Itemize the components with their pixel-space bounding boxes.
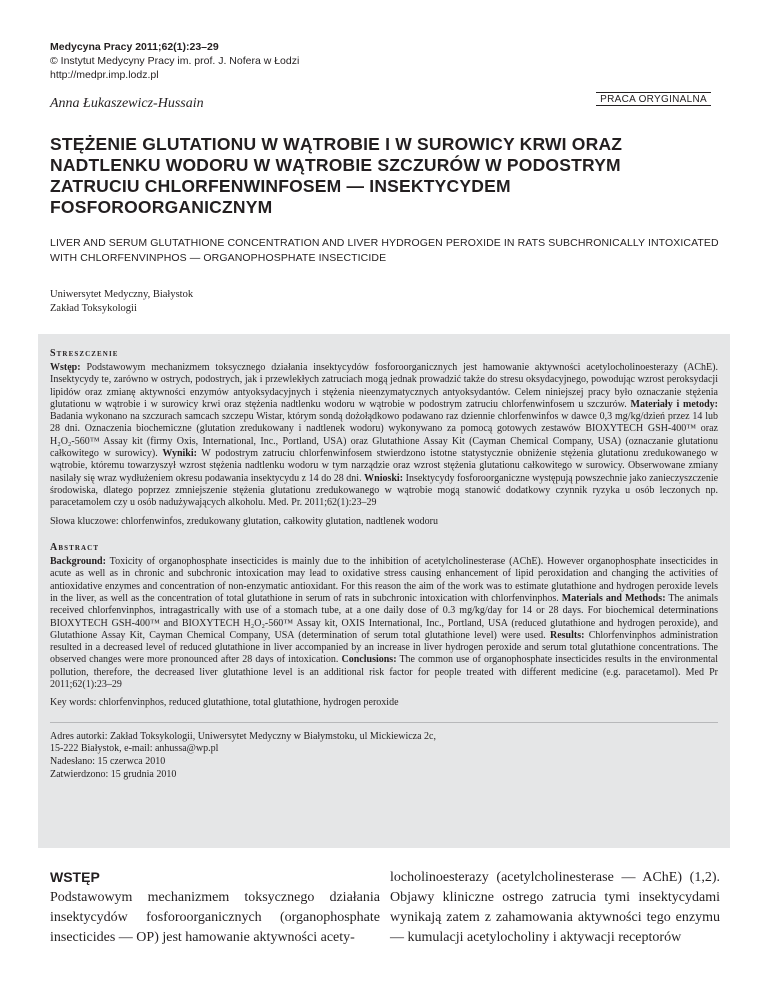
streszczenie-heading: Streszczenie [50,348,119,359]
wstep-text: Podstawowym mechanizmem toksycznego działania insektycydów fosforoorganicznych jest hamowanie aktywności acetylocholinoesterazy (AChE). Insektycydy te, zarówno w ostrych, podostrych, jak i przewlekłych zatruciach mogą jednak prowadzić także do stresu oksydacyjnego, powodując wzrost peroksydacji lipidów oraz zmianę aktywności enzymów antyoksydacyjnych i stężenia nieenzymatycznych antyoksydantów. Celem niniejszej pracy było oznaczanie stężenia glutationu w wątrobie i w surowicy krwi oraz stężenia nadtlenku wodoru w wątrobie w podostrym zatruciu chlorfenwinfosem u szczurów. [50,362,718,410]
journal-header [50,40,299,82]
metody-label: Materiały i metody: [630,398,719,410]
abstract-heading: Abstract [50,542,100,554]
body-text-right: locholinoesterazy (acetylcholinesterase — AChE) (1,2). Objawy kliniczne ostrego zatrucia tymi insektycydami wynikają zatem z zahamowania aktywności tego enzymu — kumulacji acetylocholiny i aktywacji receptorów [390,870,720,945]
journal-citation: Medycyna Pracy 2011;62(1):23–29 [50,41,219,53]
results-text: Chlorfenvinphos administration resulted in a decreased level of reduced glutathione in liver accompanied by an increase in liver hydrogen peroxide and serum total glutathione concentrations. The observed changes were more pronounced after 28 days of intoxication. [50,629,719,666]
section-heading-wstep: WSTĘP [50,869,100,885]
journal-url[interactable]: http://medpr.imp.lodz.pl [50,69,159,81]
approved-date: Zatwierdzono: 15 grudnia 2010 [50,768,177,780]
received-date: Nadesłano: 15 czerwca 2010 [50,756,166,768]
address-line-2: 15-222 Białystok, e-mail: anhussa@wp.pl [50,743,219,755]
results-label: Results: [549,629,585,641]
address-line-1: Adres autorki: Zakład Toksykologii, Uniwersytet Medyczny w Białymstoku, ul Mickiewicza 2c, [50,730,436,742]
divider [50,722,718,723]
background-label: Background: [50,556,106,568]
wnioski-label: Wnioski: [364,472,404,484]
metody-text: Badania wykonano na szczurach samcach szczepu Wistar, którym sondą dożołądkowo podawano raz dziennie chlorfenwinfos w dawce 0,3 mg/kg/dzień przez 14 lub 28 dni. Oznaczenia biochemiczne (glutation zredukowany i nadtlenek wodoru) wykonywano za pomocą gotowych zestawów BIOXYTECH GSH-400™ oraz H₂O₂-560™ Assay kit (firmy Oxis, International, Inc., Portland, USA) oraz Glutathione Assay Kit (Cayman Chemical Company, USA) (oznaczanie glutationu całkowitego w surowicy). [50,411,718,460]
wnioski-text: Insektycydy fosforoorganiczne występują powszechnie jako zanieczyszczenie środowiska, dlatego poprzez zmniejszenie stężenia glutationu zredukowanego w wątrobie mogą stanowić dodatkowy czynnik ryzyka u osób leczonych np. paracetamolem czy u osób nadużywających alkoholu. Med. Pr. 2011;62(1):23–29 [50,472,719,509]
wyniki-text: W podostrym zatruciu chlorfenwinfosem stwierdzono istotne statystycznie obniżenie stężenia glutationu zredukowanego w wątrobie, któremu towarzyszył wzrost stężenia nadtlenku wodoru w tym narządzie oraz wzrost stężenia glutationu całkowitego w surowicy. Obserwowane zmiany nasilały się wraz wydłużeniem okresu podawania insektycydu z 14 do 28 dni. [50,448,718,484]
slowa-kluczowe: Słowa kluczowe: chlorfenwinfos, zredukowany glutation, całkowity glutation, nadtlenek wodoru [50,515,438,527]
body-column-left [50,868,380,948]
background-text: Toxicity of organophosphate insecticides is mainly due to the inhibition of acetylcholinesterase (AChE). However organophosphate insecticides in acute as well as in chronic and subchronic intoxication may lead to oxidative stress causing enhancement of lipid peroxidation and changing the activities of antioxidative enzymes and concentration of non-enzymatic antioxidant. For this reason the aim of the work was to estimate glutathione and hydrogen peroxide levels in the liver, as well as the concentration of total glutathione in serum of rats in subchronic intoxication with chlorfenvinphos. [50,556,718,604]
correspondence [50,731,718,781]
streszczenie-body [50,362,718,510]
title-english: LIVER AND SERUM GLUTATHIONE CONCENTRATION AND LIVER HYDROGEN PEROXIDE IN RATS SUBCHRONICALLY INTOXICATED WITH CHLORFENVINPHOS — ORGANOPHOSPHATE INSECTICIDE [50,237,719,264]
body-column-right [390,868,720,948]
title-polish: STĘŻENIE GLUTATIONU W WĄTROBIE I W SUROWICY KRWI ORAZ NADTLENKU WODORU W WĄTROBIE SZCZURÓW W PODOSTRYM ZATRUCIU CHLORFENWINFOSEM — INSEKTYCYDEM FOSFOROORGANICZNYM [50,134,623,217]
affiliation-university: Uniwersytet Medyczny, Białystok [50,289,194,300]
key-words: Key words: chlorfenvinphos, reduced glutathione, total glutathione, hydrogen peroxide [50,697,399,709]
wstep-label: Wstęp: [50,362,81,373]
conclusions-label: Conclusions: [341,654,397,666]
author-name: Anna Łukaszewicz-Hussain [50,96,204,111]
body-text-left: Podstawowym mechanizmem toksycznego działania insektycydów fosforoorganicznych (organophosphate insecticides — OP) jest hamowanie aktywności acety- [50,890,380,945]
abstract-body [50,556,718,691]
affiliation-department: Zakład Toksykologii [50,303,137,314]
publisher-line: © Instytut Medycyny Pracy im. prof. J. Nofera w Łodzi [50,55,300,67]
wyniki-label: Wyniki: [162,448,197,460]
affiliation [50,288,193,316]
methods-text: The animals received chlorfenvinphos, intragastrically with use of a stomach tube, at a one daily dose of 0.3 mg/kg/day for 14 or 28 days. For biochemical determinations BIOXYTECH GSH-400™ and BIOXYTECH H₂O₂-560™ Assay kit, OXIS International, Inc., Portland, USA (reduced glutathione and hydrogen peroxide), and Glutathione Assay Kit, Cayman Chemical Company, USA (determination of serum total glutathione level) were used. [50,592,719,641]
abstract-box [38,334,730,848]
article-category: PRACA ORYGINALNA [596,92,711,106]
methods-label: Materials and Methods: [561,592,666,604]
conclusions-text: The common use of organophosphate insecticides results in the environmental pollution, therefore, the decreased liver glutathione level is an additional risk factor for people treated with different medicine (e.g. paracetamol). Med Pr 2011;62(1):23–29 [50,654,718,691]
